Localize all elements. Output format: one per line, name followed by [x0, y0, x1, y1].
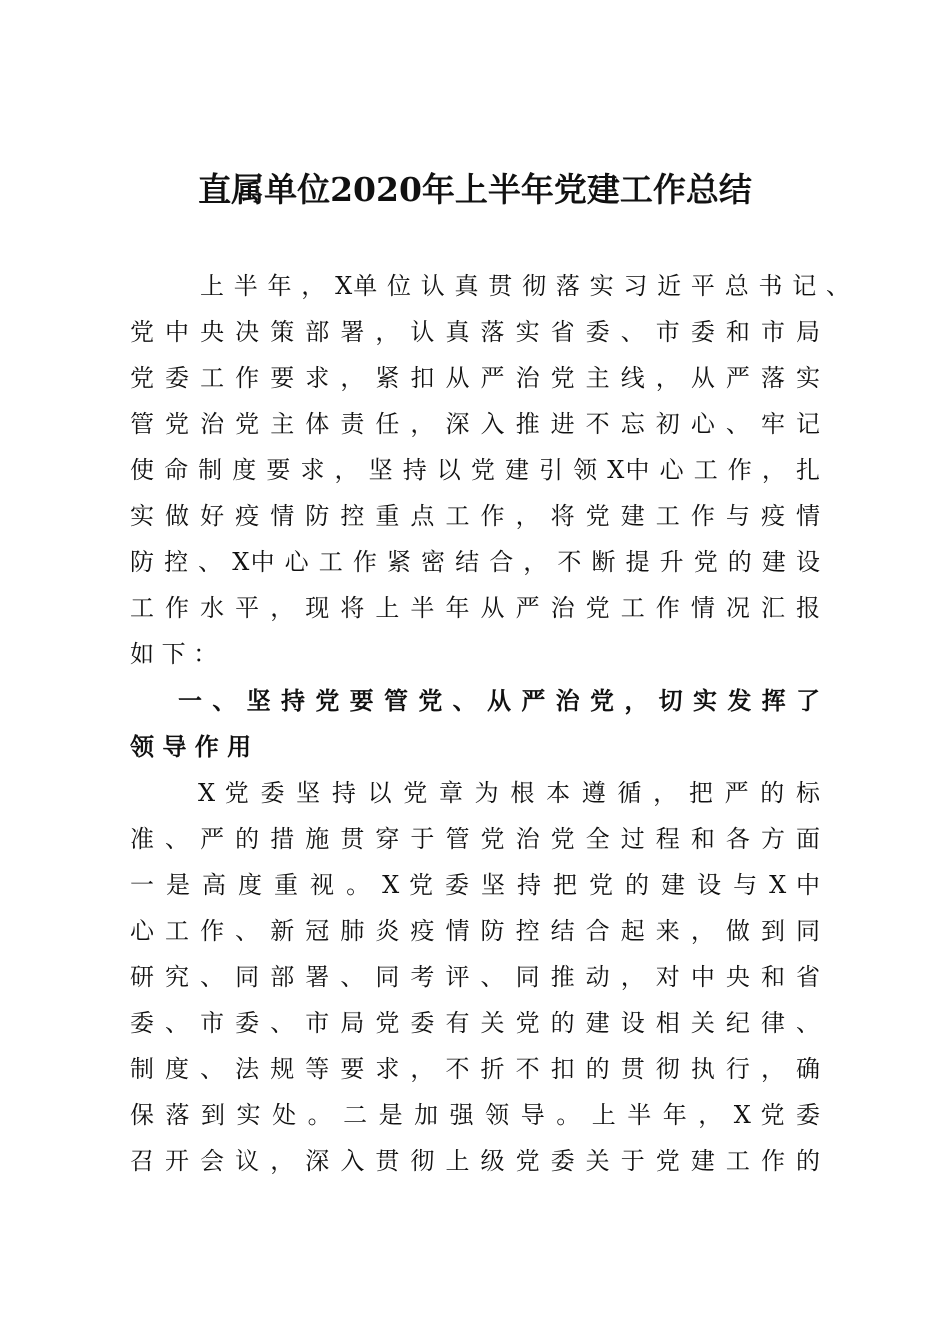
paragraph-2-line-4: 心 工 作 、 新 冠 肺 炎 疫 情 防 控 结 合 起 来 ， 做 到 同 [130, 917, 820, 945]
paragraph-2-line-3: 一 是 高 度 重 视 。 X 党 委 坚 持 把 党 的 建 设 与 X 中 [130, 871, 820, 899]
document-title: 直属单位2020年上半年党建工作总结 [198, 170, 752, 209]
paragraph-2-line-6: 委 、 市 委 、 市 局 党 委 有 关 党 的 建 设 相 关 纪 律 、 [130, 1009, 820, 1037]
paragraph-1-line-3: 党 委 工 作 要 求 ， 紧 扣 从 严 治 党 主 线 ， 从 严 落 实 [130, 364, 820, 392]
paragraph-1-line-2: 党 中 央 决 策 部 署 ， 认 真 落 实 省 委 、 市 委 和 市 局 [130, 318, 820, 346]
paragraph-2-line-7: 制 度 、 法 规 等 要 求 ， 不 折 不 扣 的 贯 彻 执 行 ， 确 [130, 1055, 820, 1083]
paragraph-2-line-1: X 党 委 坚 持 以 党 章 为 根 本 遵 循 ， 把 严 的 标 [198, 779, 820, 807]
paragraph-1-line-7: 防 控 、 X中 心 工 作 紧 密 结 合 ， 不 断 提 升 党 的 建 设 [130, 548, 820, 576]
paragraph-1-line-4: 管 党 治 党 主 体 责 任 ， 深 入 推 进 不 忘 初 心 、 牢 记 [130, 410, 820, 438]
paragraph-1-line-1: 上 半 年 ， X单 位 认 真 贯 彻 落 实 习 近 平 总 书 记 、 [200, 272, 850, 300]
paragraph-1-line-5: 使 命 制 度 要 求 ， 坚 持 以 党 建 引 领 X中 心 工 作 ， 扎 [130, 456, 820, 484]
paragraph-1-line-6: 实 做 好 疫 情 防 控 重 点 工 作 ， 将 党 建 工 作 与 疫 情 [130, 502, 820, 530]
paragraph-2-line-8: 保 落 到 实 处 。 二 是 加 强 领 导 。 上 半 年 ， X 党 委 [130, 1101, 820, 1129]
paragraph-2-line-9: 召 开 会 议 ， 深 入 贯 彻 上 级 党 委 关 于 党 建 工 作 的 [130, 1147, 820, 1175]
paragraph-1-line-9: 如 下 ： [130, 640, 218, 668]
section-heading-1-line-1: 一 、 坚 持 党 要 管 党 、 从 严 治 党 ， 切 实 发 挥 了 [178, 687, 820, 715]
section-heading-1-line-2: 领 导 作 用 [130, 733, 252, 761]
paragraph-2-line-2: 准 、 严 的 措 施 贯 穿 于 管 党 治 党 全 过 程 和 各 方 面 [130, 825, 820, 853]
paragraph-2-line-5: 研 究 、 同 部 署 、 同 考 评 、 同 推 动 ， 对 中 央 和 省 [130, 963, 820, 991]
paragraph-1-line-8: 工 作 水 平 ， 现 将 上 半 年 从 严 治 党 工 作 情 况 汇 报 [130, 594, 820, 622]
